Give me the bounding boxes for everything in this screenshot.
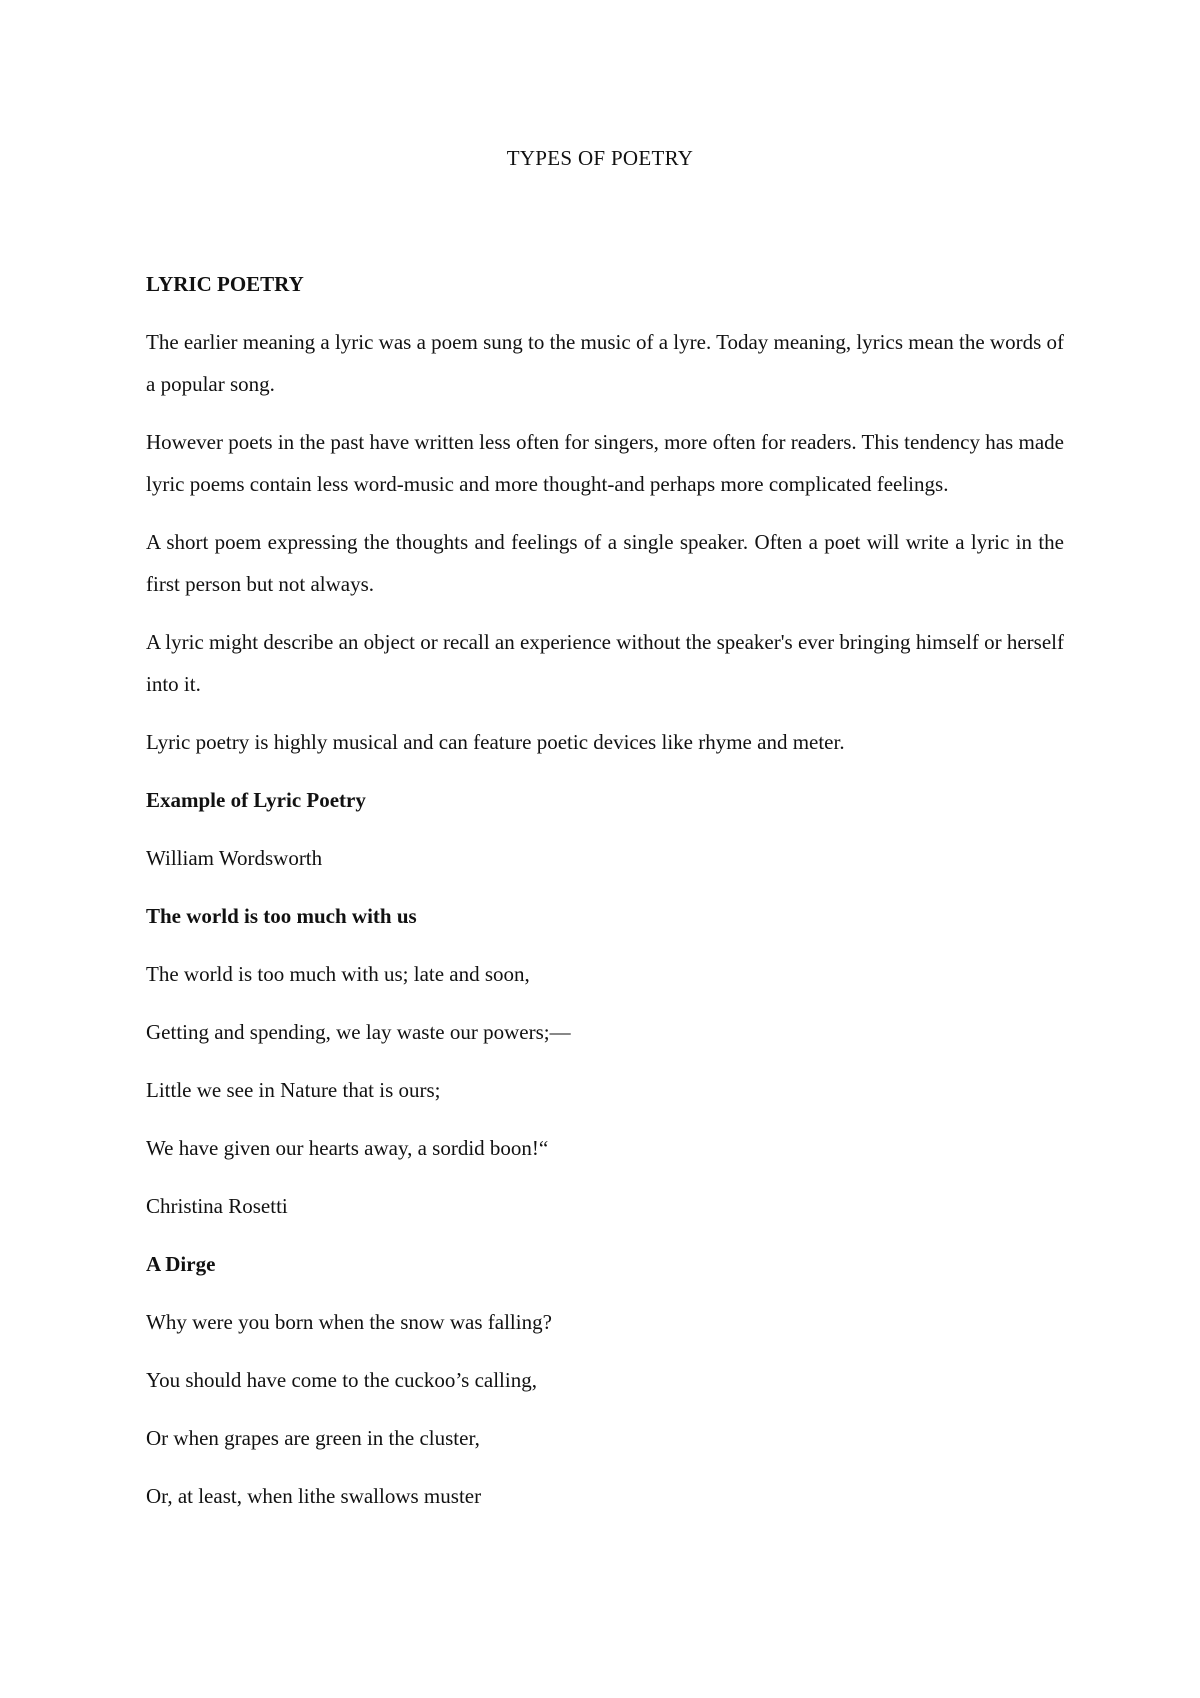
poem-title: A Dirge [146, 1252, 216, 1276]
paragraph: A short poem expressing the thoughts and feelings of a single speaker. Often a poet will write a lyric in the first person but not always. [146, 530, 1064, 596]
poem-author: William Wordsworth [146, 846, 323, 870]
poem-line: We have given our hearts away, a sordid boon!“ [146, 1136, 549, 1160]
example-heading: Example of Lyric Poetry [146, 788, 366, 812]
poem-line: Getting and spending, we lay waste our powers;— [146, 1020, 571, 1044]
poem-author: Christina Rosetti [146, 1194, 288, 1218]
poem-line: Or when grapes are green in the cluster, [146, 1426, 480, 1450]
poem-line: Little we see in Nature that is ours; [146, 1078, 441, 1102]
poem-line: You should have come to the cuckoo’s calling, [146, 1368, 537, 1392]
section-heading: LYRIC POETRY [146, 272, 304, 296]
paragraph: However poets in the past have written less often for singers, more often for readers. This tendency has made lyric poems contain less word-music and more thought-and perhaps more complicated feelings. [146, 430, 1064, 496]
paragraph: A lyric might describe an object or recall an experience without the speaker's ever bringing himself or herself into it. [146, 630, 1064, 696]
document-body [146, 263, 1064, 1533]
poem-line: Or, at least, when lithe swallows muster [146, 1484, 482, 1508]
paragraph: The earlier meaning a lyric was a poem sung to the music of a lyre. Today meaning, lyrics mean the words of a popular song. [146, 330, 1064, 396]
poem-line: The world is too much with us; late and soon, [146, 962, 530, 986]
poem-title: The world is too much with us [146, 904, 417, 928]
paragraph: Lyric poetry is highly musical and can feature poetic devices like rhyme and meter. [146, 730, 845, 754]
document-title: TYPES OF POETRY [506, 146, 694, 170]
poem-line: Why were you born when the snow was falling? [146, 1310, 552, 1334]
